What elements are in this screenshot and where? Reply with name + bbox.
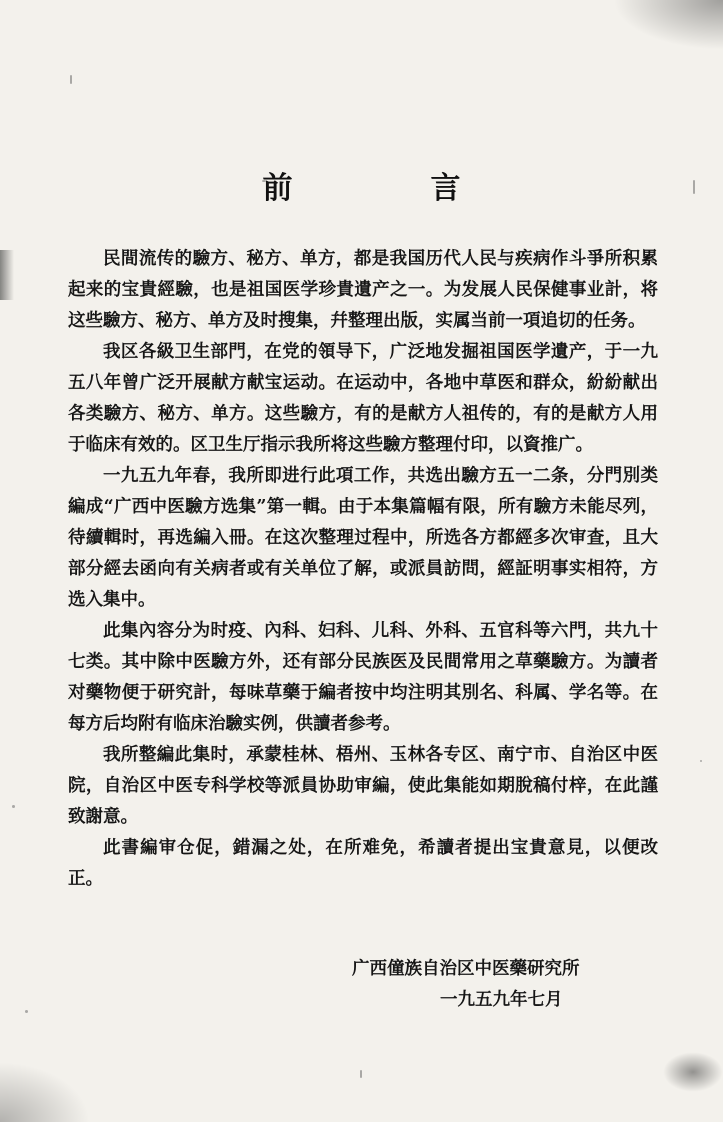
speckle xyxy=(700,760,702,762)
signature-date: 一九五九年七月 xyxy=(440,990,563,1010)
speckle xyxy=(12,805,15,808)
binding-mark xyxy=(0,250,14,300)
paragraph-5: 我所整編此集时，承蒙桂林、梧州、玉林各专区、南宁市、自治区中医院，自治区中医专科学校等派員协助审編，使此集能如期脫稿付梓，在此謹致謝意。 xyxy=(68,745,658,827)
paragraph-3: 一九五九年春，我所即进行此項工作，共选出驗方五一二条，分門別类編成“广西中医驗方选集”第一輯。由于本集篇幅有限，所有驗方未能尽列，待續輯时，再选編入冊。在这次整理过程中，所选各方都經多次审查，且大部分經去函向有关病者或有关单位了解，或派員訪問，經証明事实相符，方选入集中。 xyxy=(68,466,658,610)
paragraph-2: 我区各級卫生部門，在党的領导下，广泛地发掘祖国医学遺产，于一九五八年曾广泛开展献方献宝运动。在运动中，各地中草医和群众，紛紛献出各类驗方、秘方、单方。这些驗方，有的是献方人祖传的，有的是献方人用于临床有效的。区卫生厅指示我所将这些驗方整理付印，以資推广。 xyxy=(68,342,658,455)
speckle xyxy=(70,75,72,84)
page-stain-bottom-right xyxy=(663,1052,723,1092)
paragraph-4: 此集內容分为时疫、內科、妇科、儿科、外科、五官科等六門，共九十七类。其中除中医驗方外，还有部分民族医及民間常用之草藥驗方。为讀者对藥物便于研究計，每味草藥于編者按中均注明其別名、科属、学名等。在每方后均附有临床治驗实例，供讀者参考。 xyxy=(68,621,658,734)
page-title: 前 言 xyxy=(262,171,515,206)
paragraph-6: 此書編审仓促，錯漏之处，在所难免，希讀者提出宝貴意見，以便改正。 xyxy=(68,838,658,889)
page-stain-top-right xyxy=(613,0,723,50)
signature-organization: 广西僮族自治区中医藥研究所 xyxy=(352,959,580,979)
speckle xyxy=(25,1010,28,1013)
speckle xyxy=(360,1070,362,1078)
preface-body xyxy=(68,244,658,895)
paragraph-1: 民間流传的驗方、秘方、单方，都是我国历代人民与疾病作斗爭所积累起来的宝貴經驗，也是祖国医学珍貴遺产之一。为发展人民保健事业計，将这些驗方、秘方、单方及时搜集，幷整理出版，实属当前一項追切的任务。 xyxy=(68,249,658,331)
page-stain-bottom-left xyxy=(0,1062,90,1122)
